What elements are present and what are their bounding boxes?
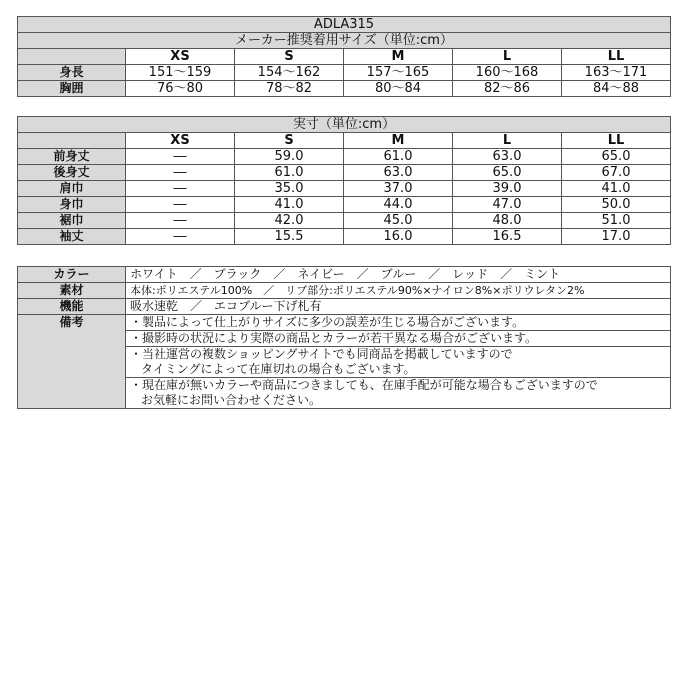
cell: 63.0 <box>344 165 453 181</box>
size-m: M <box>344 49 453 65</box>
cell: 163～171 <box>562 65 671 81</box>
note-text-continued: タイミングによって在庫切れの場合もございます。 <box>141 362 416 376</box>
function-row <box>18 299 671 315</box>
cell: 17.0 <box>562 229 671 245</box>
cell: 16.0 <box>344 229 453 245</box>
size-s: S <box>235 133 344 149</box>
cell: 61.0 <box>235 165 344 181</box>
size-s: S <box>235 49 344 65</box>
row-label: 胸囲 <box>18 81 126 97</box>
note-text: ・当社運営の複数ショッピングサイトでも同商品を掲載していますので <box>130 347 513 361</box>
cell: 48.0 <box>453 213 562 229</box>
cell: 39.0 <box>453 181 562 197</box>
row-label: 裾巾 <box>18 213 126 229</box>
table-row <box>18 229 671 245</box>
table-row <box>18 197 671 213</box>
table-row <box>18 149 671 165</box>
cell: 84～88 <box>562 81 671 97</box>
measurement-title: 実寸（単位:cm） <box>18 117 671 133</box>
cell: ― <box>126 181 235 197</box>
cell: 42.0 <box>235 213 344 229</box>
cell: 61.0 <box>344 149 453 165</box>
function-value: 吸水速乾 ／ エコブルー下げ札有 <box>126 299 671 315</box>
size-m: M <box>344 133 453 149</box>
cell: 47.0 <box>453 197 562 213</box>
cell: 151～159 <box>126 65 235 81</box>
row-label: 前身丈 <box>18 149 126 165</box>
measurement-table <box>17 116 671 245</box>
size-l: L <box>453 133 562 149</box>
size-xs: XS <box>126 49 235 65</box>
material-value: 本体:ポリエステル100% ／ リブ部分:ポリエステル90%×ナイロン8%×ポリウレタン2% <box>126 283 671 299</box>
cell: 37.0 <box>344 181 453 197</box>
cell: ― <box>126 213 235 229</box>
corner-cell <box>18 133 126 149</box>
cell: ― <box>126 149 235 165</box>
note-text: ・製品によって仕上がりサイズに多少の誤差が生じる場合がございます。 <box>130 315 525 329</box>
cell: 35.0 <box>235 181 344 197</box>
notes-label: 備考 <box>18 315 126 409</box>
size-ll: LL <box>562 133 671 149</box>
row-label: 肩巾 <box>18 181 126 197</box>
cell: 80～84 <box>344 81 453 97</box>
row-label: 後身丈 <box>18 165 126 181</box>
color-value: ホワイト ／ ブラック ／ ネイビー ／ ブルー ／ レッド ／ ミント <box>126 267 671 283</box>
note-text: ・現在庫が無いカラーや商品につきましても、在庫手配が可能な場合もございますので <box>130 378 598 392</box>
cell: 154～162 <box>235 65 344 81</box>
recommended-size-subtitle: メーカー推奨着用サイズ（単位:cm） <box>18 33 671 49</box>
color-label: カラー <box>18 267 126 283</box>
row-label: 身長 <box>18 65 126 81</box>
recommended-size-table <box>17 16 671 97</box>
cell: 63.0 <box>453 149 562 165</box>
cell: 41.0 <box>235 197 344 213</box>
material-label: 素材 <box>18 283 126 299</box>
cell: 76～80 <box>126 81 235 97</box>
note-item <box>126 378 671 409</box>
cell: ― <box>126 165 235 181</box>
cell: 15.5 <box>235 229 344 245</box>
row-label: 身巾 <box>18 197 126 213</box>
row-label: 袖丈 <box>18 229 126 245</box>
table-row <box>18 213 671 229</box>
note-text-continued: お気軽にお問い合わせください。 <box>141 393 322 407</box>
product-info-table <box>17 266 671 409</box>
size-header-row <box>18 133 671 149</box>
cell: 65.0 <box>562 149 671 165</box>
cell: 82～86 <box>453 81 562 97</box>
cell: 44.0 <box>344 197 453 213</box>
size-l: L <box>453 49 562 65</box>
cell: 160～168 <box>453 65 562 81</box>
model-number: ADLA315 <box>18 17 671 33</box>
table-row <box>18 65 671 81</box>
color-row <box>18 267 671 283</box>
size-xs: XS <box>126 133 235 149</box>
note-item <box>126 347 671 378</box>
table-row <box>18 81 671 97</box>
material-row <box>18 283 671 299</box>
function-label: 機能 <box>18 299 126 315</box>
cell: 51.0 <box>562 213 671 229</box>
size-header-row <box>18 49 671 65</box>
table-row <box>18 165 671 181</box>
cell: ― <box>126 229 235 245</box>
size-ll: LL <box>562 49 671 65</box>
note-item <box>126 331 671 347</box>
cell: 59.0 <box>235 149 344 165</box>
cell: 41.0 <box>562 181 671 197</box>
cell: 16.5 <box>453 229 562 245</box>
corner-cell <box>18 49 126 65</box>
note-item <box>126 315 671 331</box>
cell: 50.0 <box>562 197 671 213</box>
table-row <box>18 181 671 197</box>
cell: 67.0 <box>562 165 671 181</box>
cell: 65.0 <box>453 165 562 181</box>
cell: 78～82 <box>235 81 344 97</box>
note-text: ・撮影時の状況により実際の商品とカラーが若干異なる場合がございます。 <box>130 331 538 345</box>
cell: ― <box>126 197 235 213</box>
note-row <box>18 315 671 331</box>
cell: 45.0 <box>344 213 453 229</box>
cell: 157～165 <box>344 65 453 81</box>
